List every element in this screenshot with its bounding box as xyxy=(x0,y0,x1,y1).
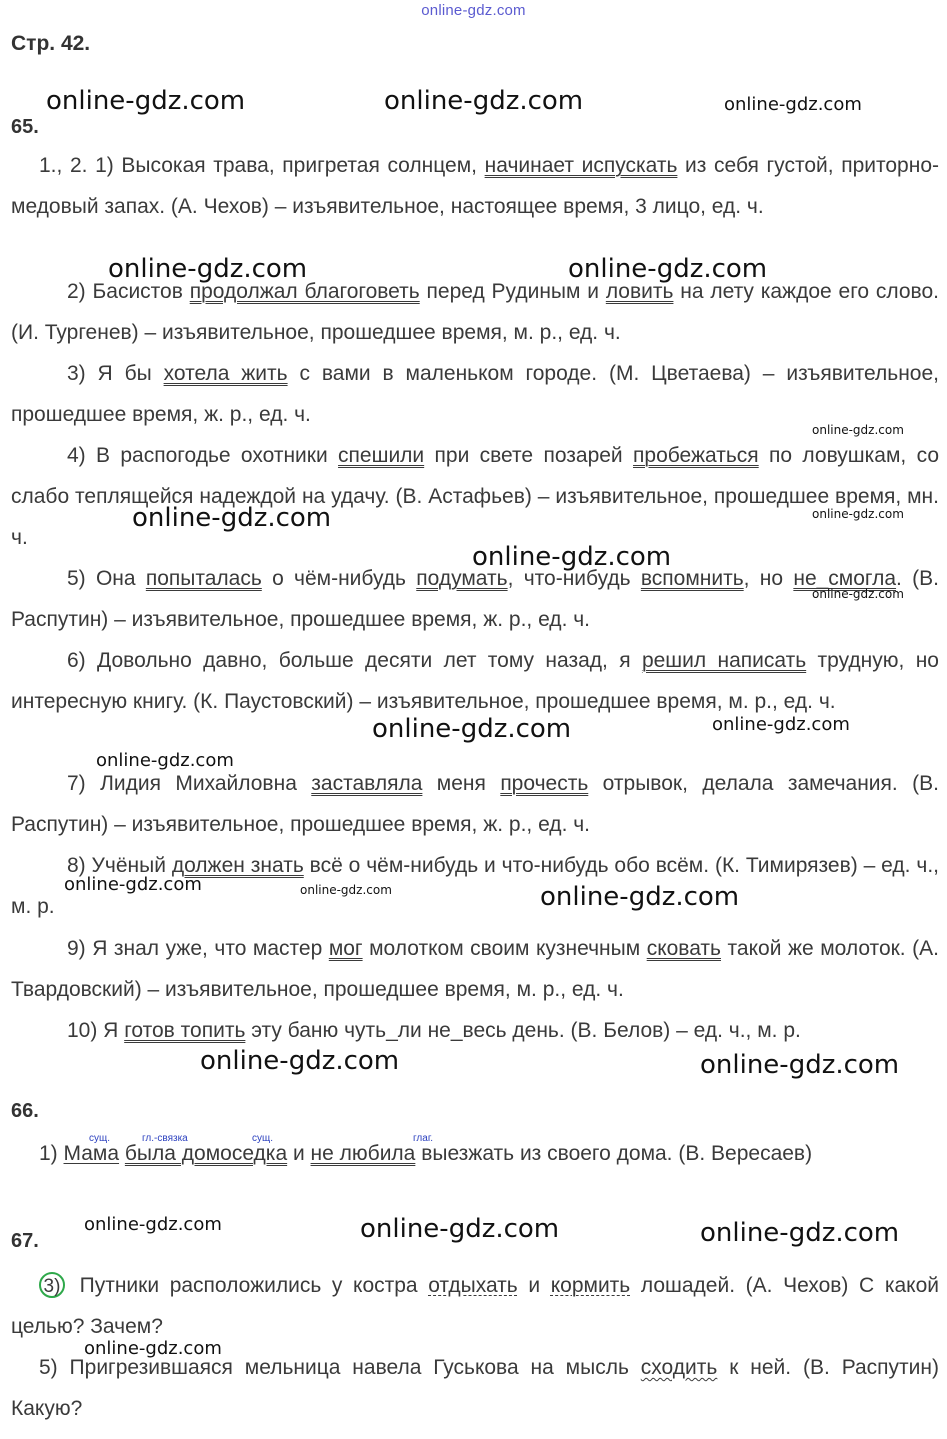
watermark: online-gdz.com xyxy=(700,1050,900,1080)
task-number-66: 66. xyxy=(11,1100,39,1122)
predicate: решил написать xyxy=(641,649,807,672)
watermark: online-gdz.com xyxy=(372,714,572,744)
task-number-67: 67. xyxy=(11,1230,39,1252)
circled-number: 3) xyxy=(39,1272,65,1298)
predicate: была домоседка xyxy=(124,1142,288,1165)
predicate: начинает испускать xyxy=(484,154,678,177)
sentence-65-10: 10) Я готов топить эту баню чуть_ли не_весь день. (В. Белов) – ед. ч., м. р. xyxy=(67,1019,801,1042)
predicate: подумать xyxy=(416,567,508,590)
subject: Мама xyxy=(63,1142,120,1165)
top-watermark: online-gdz.com xyxy=(421,2,526,19)
watermark: online-gdz.com xyxy=(84,1214,222,1235)
predicate: не любила xyxy=(310,1142,416,1165)
predicate: попыталась xyxy=(145,567,262,590)
watermark: online-gdz.com xyxy=(568,254,768,284)
sentence-65-6: 6) Довольно давно, больше десяти лет тому назад, я решил написать трудную, но интересную книгу. (К. Паустовский) – изъявительное, прошедшее время, м. р., ед. ч. xyxy=(11,649,939,713)
sentence-65-1: 1., 2. 1) Высокая трава, пригретая солнцем, начинает испускать из себя густой, приторно-медовый запах. (А. Чехов) – изъявительное, настоящее время, 3 лицо, ед. ч. xyxy=(11,154,939,218)
sentence-67-3: 3) Путники расположились у костра отдыхать и кормить лошадей. (А. Чехов) С какой целью? Зачем? xyxy=(11,1274,939,1338)
predicate: продолжал благоговеть xyxy=(189,280,420,303)
pos-label-noun: сущ. xyxy=(89,1133,111,1144)
page-title: Стр. 42. xyxy=(11,32,91,55)
watermark: online-gdz.com xyxy=(84,1338,222,1359)
predicate: сковать xyxy=(646,937,721,960)
sentence-65-8: 8) Учёный должен знать всё о чём-нибудь и что-нибудь обо всём. (К. Тимирязев) – ед. ч., м. р. xyxy=(11,854,939,918)
watermark: online-gdz.com xyxy=(384,86,584,116)
predicate: мог xyxy=(328,937,363,960)
sentence-67-5: 5) Пригрезившаяся мельница навела Гуськова на мысль сходить к ней. (В. Распутин) Какую? xyxy=(11,1356,939,1420)
task-number-65: 65. xyxy=(11,116,39,138)
predicate: ловить xyxy=(605,280,674,303)
predicate: должен знать xyxy=(171,854,304,877)
predicate: готов топить xyxy=(124,1019,246,1042)
predicate: вспомнить xyxy=(640,567,744,590)
predicate: заставляла xyxy=(311,772,423,795)
sentence-65-9: 9) Я знал уже, что мастер мог молотком своим кузнечным сковать такой же молоток. (А. Твардовский) – изъявительное, прошедшее время, м. р., ед. ч. xyxy=(11,937,939,1001)
watermark: online-gdz.com xyxy=(724,94,862,115)
predicate: прочесть xyxy=(500,772,589,795)
watermark: online-gdz.com xyxy=(360,1214,560,1244)
sentence-66-1: 1) Мама была домоседка и не любила выезжать из своего дома. (В. Вересаев) xyxy=(39,1142,813,1165)
adverbial: отдыхать xyxy=(428,1274,518,1297)
predicate: спешили xyxy=(338,444,425,467)
watermark: online-gdz.com xyxy=(812,507,904,521)
sentence-65-4: 4) В распогодье охотники спешили при свете позарей пробежаться по ловушкам, со слабо теплящейся надеждой на удачу. (В. Астафьев) – изъявительное, прошедшее время, мн. ч. xyxy=(11,444,939,549)
watermark: online-gdz.com xyxy=(64,874,202,895)
watermark: online-gdz.com xyxy=(96,750,234,771)
watermark: online-gdz.com xyxy=(200,1046,400,1076)
watermark: online-gdz.com xyxy=(812,587,904,601)
predicate: делала замечания xyxy=(702,772,892,795)
sentence-65-5: 5) Она попыталась о чём-нибудь подумать, что-нибудь вспомнить, но не_смогла. (В. Распутин) – изъявительное, прошедшее время, ж. р., ед. ч. xyxy=(11,567,939,631)
watermark: online-gdz.com xyxy=(46,86,246,116)
watermark: online-gdz.com xyxy=(712,714,850,735)
sentence-65-2: 2) Басистов продолжал благоговеть перед Рудиным и ловить на лету каждое его слово. (И. Тургенев) – изъявительное, прошедшее время, м. р., ед. ч. xyxy=(11,280,939,344)
pos-label-verb: глаг. xyxy=(413,1133,434,1144)
sentence-65-7: 7) Лидия Михайловна заставляла меня прочесть отрывок, делала замечания. (В. Распутин) – изъявительное, прошедшее время, ж. р., ед. ч. xyxy=(11,772,939,836)
predicate: не_смогла xyxy=(793,567,897,590)
predicate: хотела жить xyxy=(163,362,288,385)
watermark: online-gdz.com xyxy=(132,503,332,533)
attribute: сходить xyxy=(640,1356,718,1379)
sentence-65-3: 3) Я бы хотела жить с вами в маленьком городе. (М. Цветаева) – изъявительное, прошедшее время, ж. р., ед. ч. xyxy=(11,362,939,426)
watermark: online-gdz.com xyxy=(700,1218,900,1248)
watermark: online-gdz.com xyxy=(300,883,392,897)
pos-label-linking-verb: гл.-связка xyxy=(142,1133,188,1144)
predicate: пробежаться xyxy=(633,444,759,467)
watermark: online-gdz.com xyxy=(472,542,672,572)
watermark: online-gdz.com xyxy=(812,423,904,437)
watermark: online-gdz.com xyxy=(540,882,740,912)
watermark: online-gdz.com xyxy=(108,254,308,284)
adverbial: кормить xyxy=(550,1274,631,1297)
pos-label-noun: сущ. xyxy=(252,1133,274,1144)
